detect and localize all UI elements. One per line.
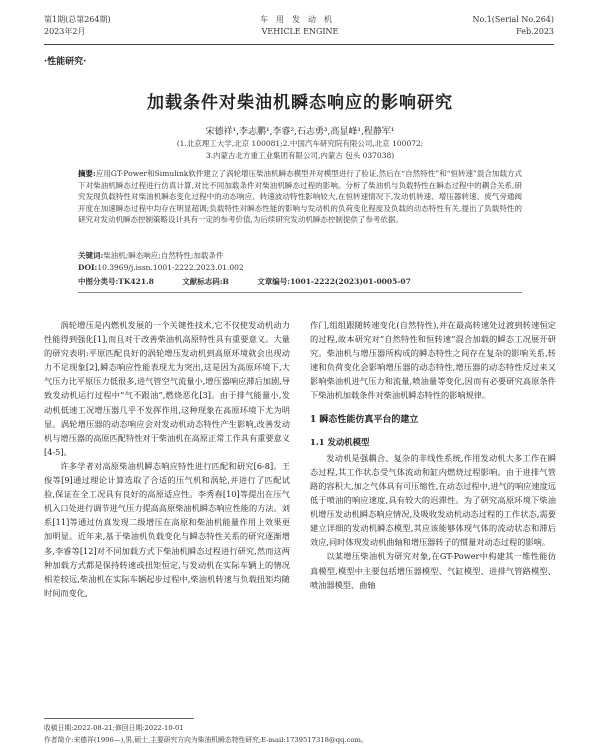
subsection-heading-1-1: 1.1 发动机模型 [310,436,370,447]
article-number-value: 1001-2222(2023)01-0005-07 [290,277,411,286]
header-issue-cn: 第1期(总第264期) [44,15,111,24]
keywords-text: 柴油机;瞬态响应;自然特性;加载条件 [103,251,224,260]
header-divider [44,44,554,45]
header-journal-cn: 车用发动机 [260,15,340,24]
abstract [78,168,522,226]
body-paragraph: 发动机是强耦合、复杂的非线性系统,作用发动机大多工作在瞬态过程,其工作状态受气体流动和缸内燃烧过程影响。由于进排气管路的容积大,加之气体具有可压缩性,在动态过程中,进气的响应速度远低于喷油的响应速度,具有较大的迟滞性。为了研究高原环境下柴油机增压发动机瞬态响应情况,及吸收发动机动态过程的工作状态,需要建立详细的发动机瞬态模型,其应该能够体现气体的流动状态和滞后效应,同时体现发动机曲轴和增压器转子的惯量对动态过程的影响。 [310,452,556,548]
article-number-label: 文章编号: [257,277,291,286]
body-column-right [310,318,556,592]
section-tag: ·性能研究· [44,57,87,67]
clc-value: TK421.8 [118,277,154,286]
body-column-left [44,318,290,600]
header-journal-en: VEHICLE ENGINE [261,27,339,36]
footnote-received: 收稿日期:2022-08-21;修回日期:2022-10-01 [44,724,184,732]
abstract-text: 应用GT-Power和Simulink软件建立了涡轮增压柴油机瞬态模型并对模型进行了验证,然后在“自然特性”和“恒转速”混合加载方式下对柴油机瞬态过程进行仿真计算,对比不同加载条件对柴油机瞬态过程的影响。分析了柴油机与负载特性在瞬态过程中的耦合关系,研究发现负载特性对柴油机瞬态变化过程中的动态响应、转速波动特性影响较大,在恒转速情况下,发动机转速、增压器转速、废气旁通阀开度在加速瞬态过程中均存在明显超调;负载特性对瞬态性能的影响与发动机的负荷变化程度及负载的动态特性有关,提出了负载特性的研究对发动机瞬态控制策略设计具有一定的参考价值,为后续研究发动机瞬态控制提供了参考依据。 [78,169,522,225]
doi-text: 10.3969/j.issn.1001-2222.2023.01.002 [97,263,244,272]
body-paragraph: 涡轮增压是内燃机发展的一个关键性技术,它不仅使发动机动力性能得到强化[1],而且对于改善柴油机高原特性具有重要意义。大量的研究表明:平原匹配良好的涡轮增压发动机到高原环境就会出现动力不足现象[2],瞬态响应性能表现尤为突出,这是因为高原环境下,大气压力比平原压力低很多,进气管空气流量小,增压器响应滞后加剧,导致发动机运行过程中“气不跟油”,燃烧恶化[3]。由于排气能量小,发动机低速工况增压器几乎不发挥作用,这种现象在高原环境下尤为明显。涡轮增压器的动态响应会对发动机动态特性产生影响,改善发动机与增压器的高原匹配特性对于柴油机在高原正常工作具有重要意义[4-5]。 [44,320,290,457]
header-issue-en: No.1(Serial No.264) [472,15,554,24]
section-heading-1: 1 瞬态性能仿真平台的建立 [310,414,419,425]
footnote-divider [44,718,194,719]
abstract-label: 摘要: [78,169,96,178]
body-paragraph: 许多学者对高原柴油机瞬态响应特性进行匹配和研究[6-8]。王俊等[9]通过理论计算选取了合适的压气机和涡轮,并进行了匹配试验,保证在全工况具有良好的高原适应性。李秀春[10]等提出在压气机入口处进行调节进气压力提高高原柴油机瞬态响应性能的方法。刘系[11]等通过仿真发现二级增压在高原和柴油机能量作用上效果更加明显。近年来,基于柴油机负载变化与瞬态特性关系的研究逐渐增多,李睿等[12]对不同加载方式下柴油机瞬态过程进行研究,然而这两种加载方式都是保持转速或扭矩恒定,与发动机在实际车辆上的情况相差较远,柴油机在实际车辆起步过程中,柴油机转速与负载扭矩均随时间而变化, [44,460,290,598]
paper-title: 加载条件对柴油机瞬态响应的影响研究 [147,93,453,113]
keywords-label: 关键词: [78,251,104,260]
doc-code-field [182,277,229,286]
footnote-author: 作者简介:宋德祥(1996—),男,硕士,主要研究方向为柴油机瞬态特性研究;E-mail:1739517318@qq.com。 [44,736,368,744]
author-list: 宋德祥¹,李志鹏¹,李睿²,石志勇³,高显峰¹,程静军¹ [205,127,395,137]
abstract-divider [78,292,522,293]
affiliation-line-1: (1.北京理工大学,北京 100081;2.中国汽车研究院有限公司,北京 100072; [176,139,424,148]
doc-code-label: 文献标志码: [182,277,223,286]
header-date-cn: 2023年2月 [44,27,86,36]
body-paragraph: 以某增压柴油机为研究对象,在GT-Power中构建其一维性能仿真模型,模型中主要包括增压器模型、气缸模型、进排气管路模型、喷油器模型、曲轴 [310,551,556,590]
clc-field [78,277,154,286]
header-date-en: Feb.2023 [516,27,554,36]
classification-line [78,276,522,287]
doi [78,263,244,272]
article-number-field [257,277,411,286]
body-paragraph: 作门,组组跟随转速变化(自然特性),并在最高转速处过渡到转速恒定的过程,故本研究对“自然特性和恒转速”混合加载的瞬态工况展开研究。柴油机与增压器所构成的瞬态特性之间存在复杂的影响关系,转速和负荷变化会影响增压器的动态特性,增压器的动态特性反过来又影响柴油机进气压力和流量,喷油量等变化,因而有必要研究高原条件下柴油机加载条件对柴油机瞬态特性的影响规律。 [310,320,556,401]
doi-label: DOI: [78,263,98,272]
doc-code-value: B [222,277,229,286]
affiliation-line-2: 3.内蒙古北方重工业集团有限公司,内蒙古 包头 037038) [205,151,395,160]
clc-label: 中图分类号: [78,277,119,286]
keywords [78,250,223,261]
running-header-right [472,14,554,38]
